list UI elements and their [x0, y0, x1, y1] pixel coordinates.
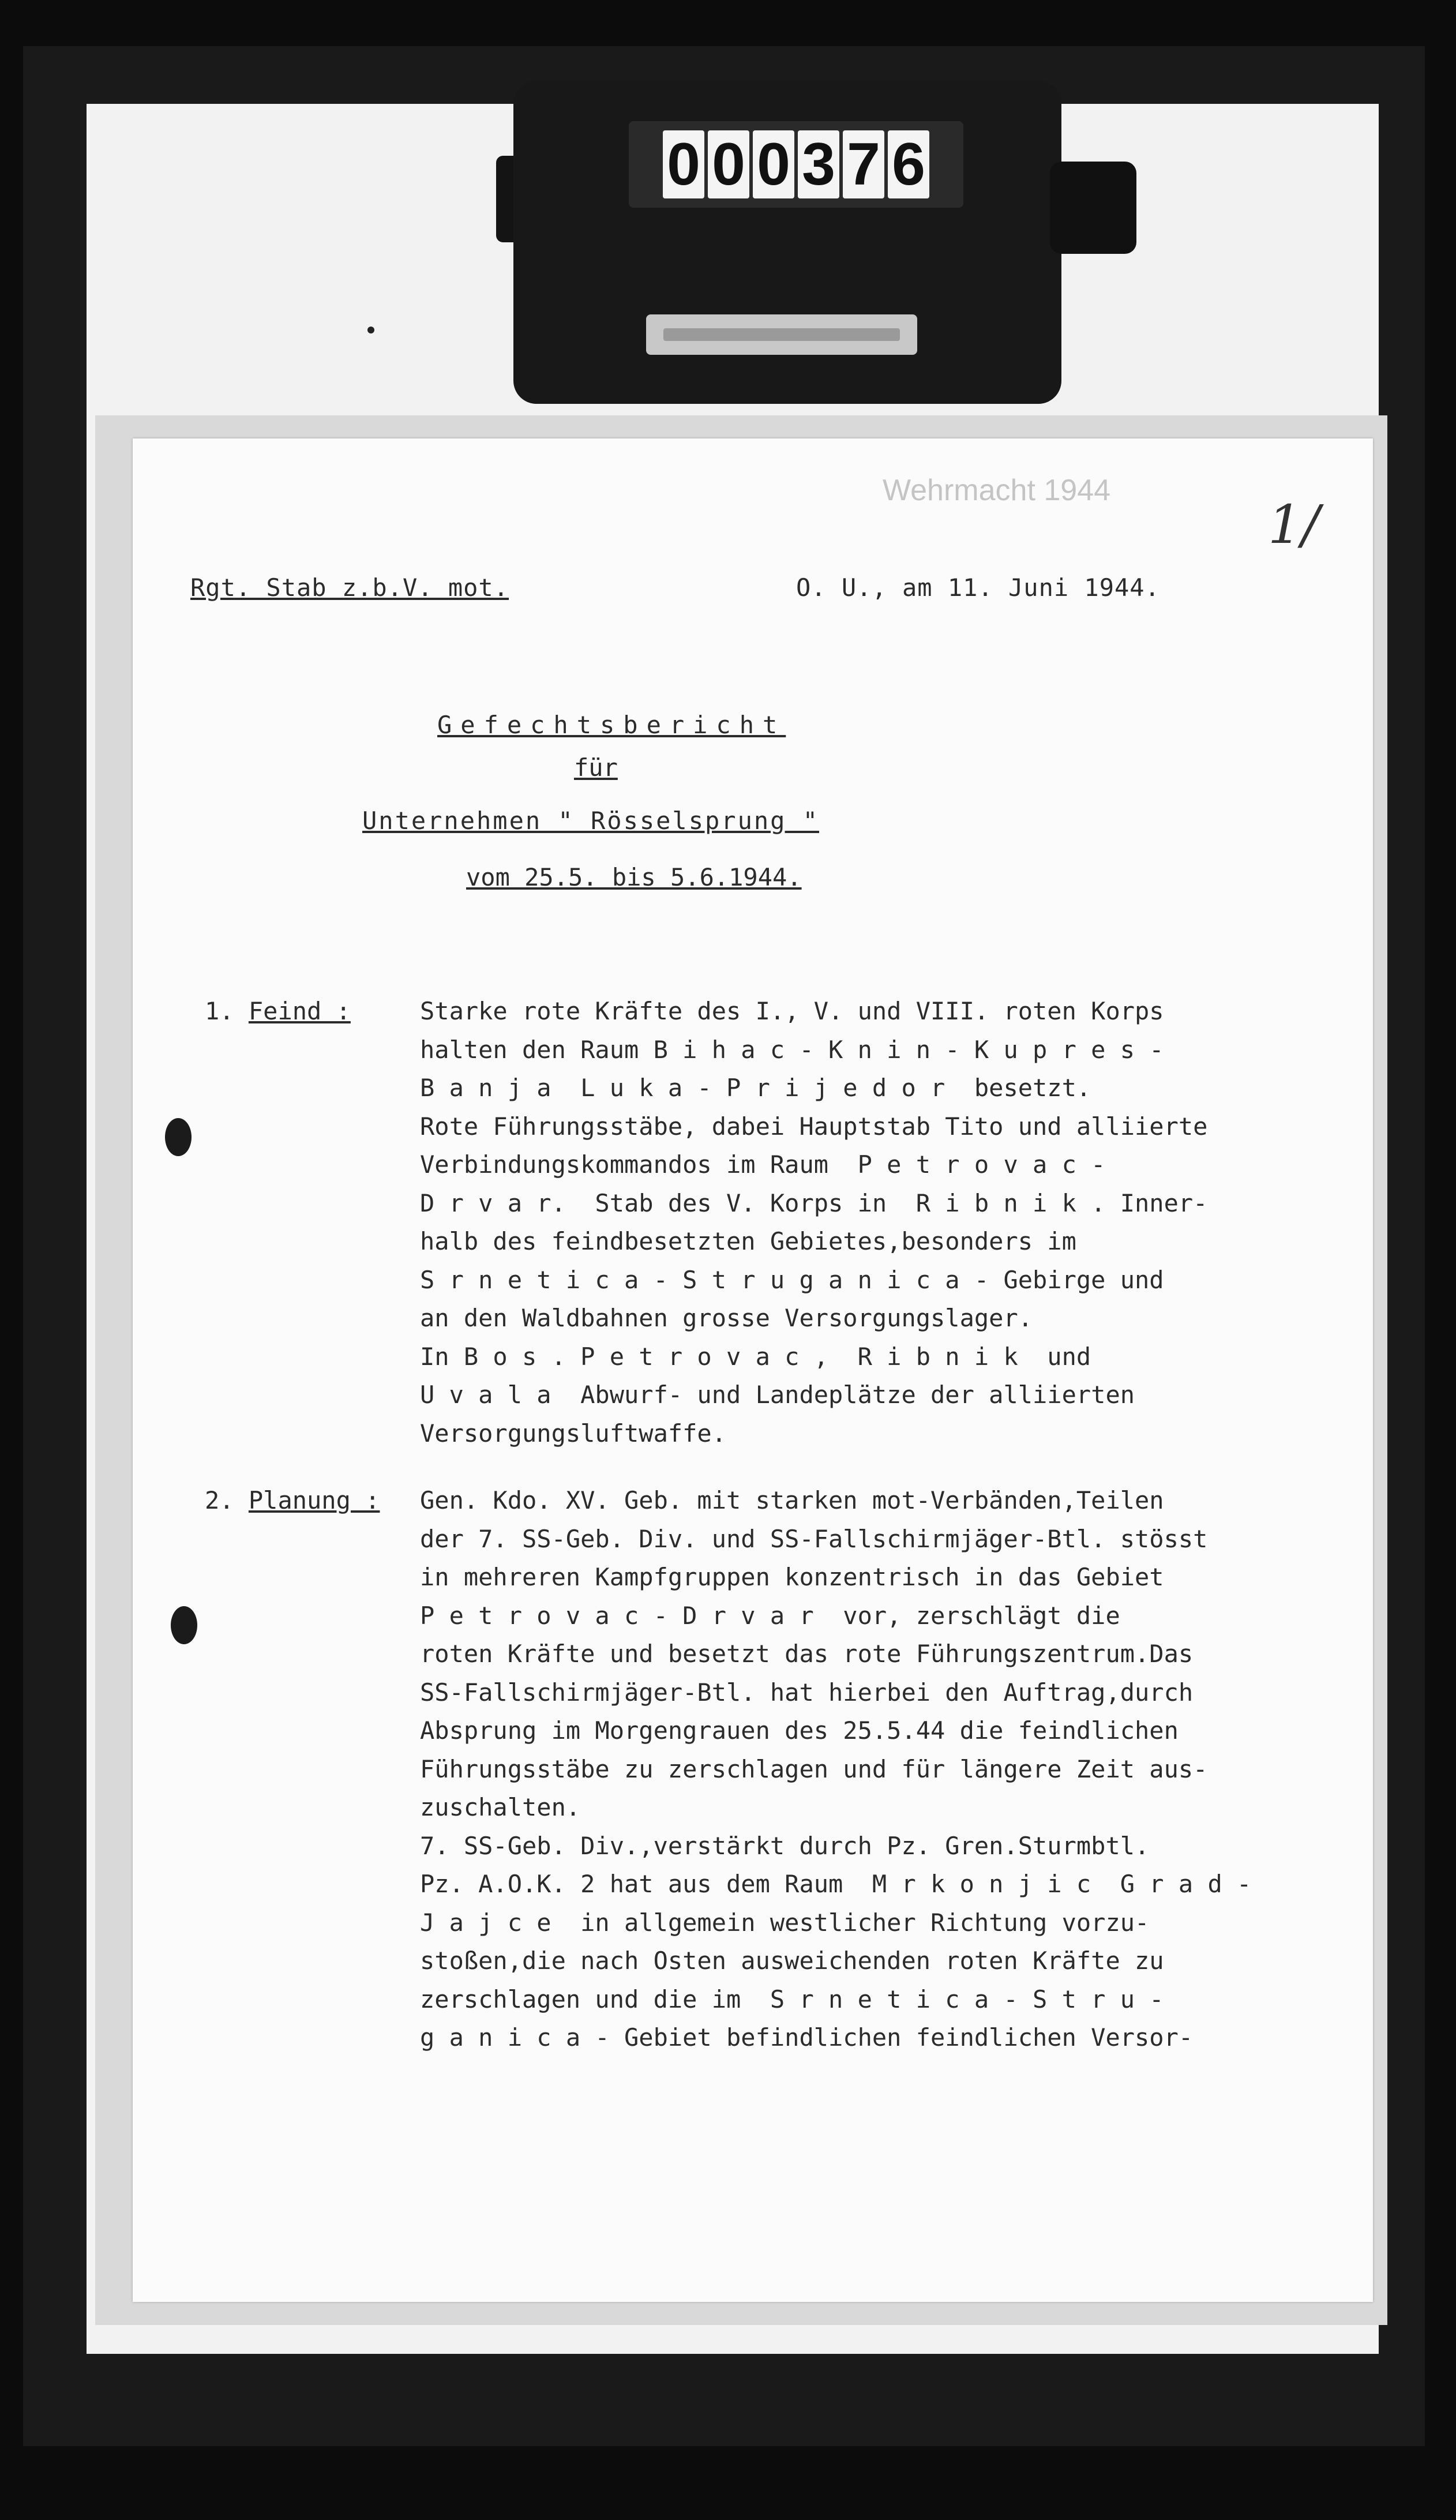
text-line: Rote Führungsstäbe, dabei Hauptstab Tito und alliierte [420, 1112, 1208, 1141]
text-line: stoßen,die nach Osten ausweichenden roten Kräfte zu [420, 1947, 1164, 1975]
section-heading: Planung : [248, 1486, 380, 1514]
text-line: in mehreren Kampfgruppen konzentrisch in das Gebiet [420, 1563, 1164, 1591]
section-number: 1. [205, 997, 234, 1025]
text-line: g a n i c a - Gebiet befindlichen feindlichen Versor- [420, 2023, 1194, 2052]
text-line: In B o s . P e t r o v a c , R i b n i k und [420, 1342, 1091, 1371]
operation-name: Unternehmen " Rösselsprung " [362, 807, 820, 835]
text-line: Führungsstäbe zu zerschlagen und für längere Zeit aus- [420, 1754, 1208, 1783]
text-line: zuschalten. [420, 1793, 581, 1821]
text-line: zerschlagen und die im S r n e t i c a - S t r u - [420, 1985, 1164, 2013]
section-planung-body [420, 1482, 1251, 2057]
place-date: O. U., am 11. Juni 1944. [796, 573, 1160, 602]
text-line: Gen. Kdo. XV. Geb. mit starken mot-Verbänden,Teilen [420, 1486, 1164, 1514]
text-line: roten Kräfte und besetzt das rote Führungszentrum.Das [420, 1640, 1194, 1668]
text-line: S r n e t i c a - S t r u g a n i c a - Gebirge und [420, 1265, 1164, 1294]
counter-digit: 0 [708, 130, 749, 198]
date-range: vom 25.5. bis 5.6.1944. [466, 863, 802, 891]
text-line: P e t r o v a c - D r v a r vor, zerschlägt die [420, 1601, 1120, 1630]
counter-window [629, 121, 963, 208]
text-line: SS-Fallschirmjäger-Btl. hat hierbei den Auftrag,durch [420, 1678, 1194, 1707]
archive-stamp: Wehrmacht 1944 [883, 474, 1111, 507]
text-line: halten den Raum B i h a c - K n i n - K u p r e s - [420, 1035, 1164, 1064]
text-line: Starke rote Kräfte des I., V. und VIII. roten Korps [420, 997, 1164, 1025]
section-feind-label [205, 992, 351, 1030]
report-title: Gefechtsbericht [437, 711, 786, 739]
section-feind-body [420, 992, 1207, 1453]
section-heading: Feind : [248, 997, 351, 1025]
counter-digit: 3 [798, 130, 839, 198]
text-line: an den Waldbahnen grosse Versorgungslager. [420, 1304, 1033, 1332]
counter-digit: 0 [663, 130, 704, 198]
text-line: J a j c e in allgemein westlicher Richtung vorzu- [420, 1908, 1150, 1937]
text-line: Versorgungsluftwaffe. [420, 1419, 727, 1447]
text-line: Verbindungskommandos im Raum P e t r o v a c - [420, 1150, 1106, 1179]
text-line: B a n j a L u k a - P r i j e d o r besetzt. [420, 1074, 1091, 1102]
text-line: U v a l a Abwurf- und Landeplätze der alliierten [420, 1381, 1135, 1409]
counter-knob [1050, 162, 1136, 254]
unit-header: Rgt. Stab z.b.V. mot. [190, 573, 509, 602]
counter-digit: 6 [888, 130, 929, 198]
text-line: der 7. SS-Geb. Div. und SS-Fallschirmjäger-Btl. stösst [420, 1524, 1208, 1553]
section-planung-label [205, 1482, 380, 1520]
section-number: 2. [205, 1486, 234, 1514]
dot-mark [367, 327, 374, 333]
punch-hole [165, 1118, 192, 1156]
text-line: halb des feindbesetzten Gebietes,besonders im [420, 1227, 1076, 1255]
text-line: D r v a r. Stab des V. Korps in R i b n i k . Inner- [420, 1188, 1208, 1217]
text-line: Pz. A.O.K. 2 hat aus dem Raum M r k o n j i c G r a d - [420, 1870, 1252, 1898]
counter-digit: 0 [753, 130, 794, 198]
counter-nameplate [646, 314, 917, 355]
counter-digit: 7 [843, 130, 884, 198]
text-line: 7. SS-Geb. Div.,verstärkt durch Pz. Gren.Sturmbtl. [420, 1831, 1150, 1860]
punch-hole [171, 1606, 197, 1644]
counter-digits [663, 130, 929, 198]
page-number: 1/ [1268, 494, 1320, 556]
text-line: Absprung im Morgengrauen des 25.5.44 die feindlichen [420, 1716, 1179, 1745]
title-for: für [574, 753, 618, 782]
